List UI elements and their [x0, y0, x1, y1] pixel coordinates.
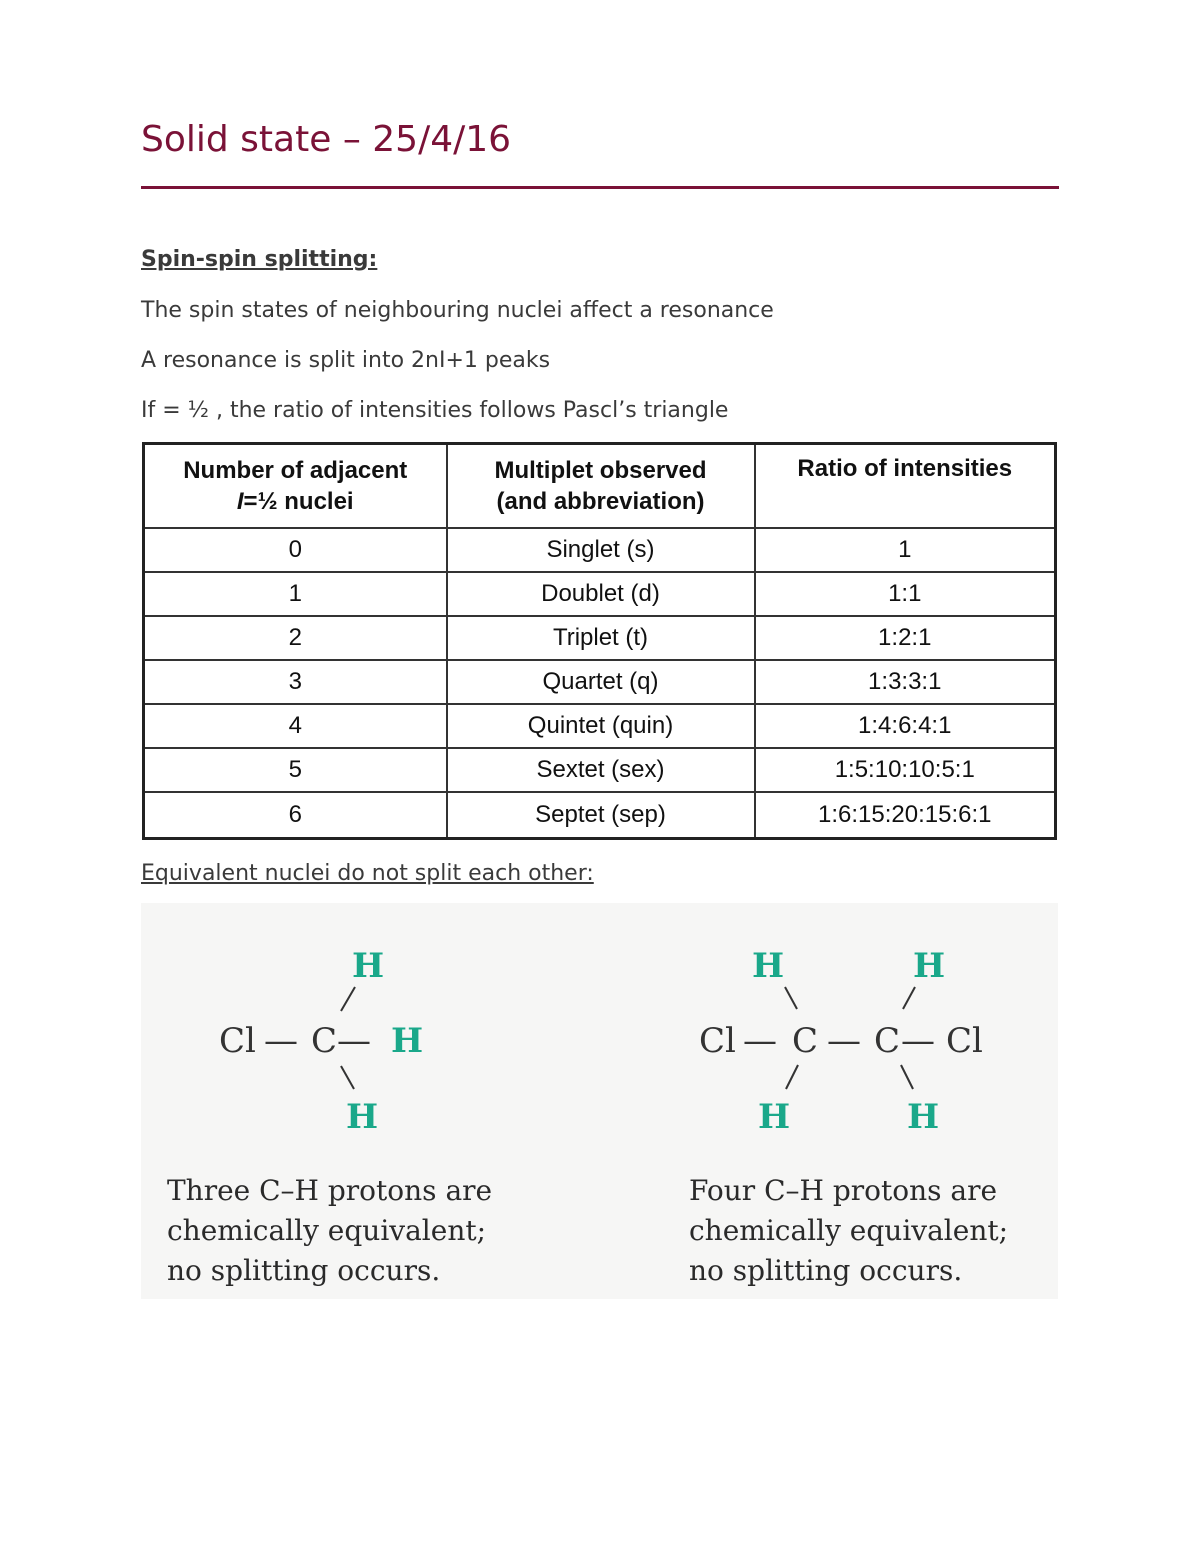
cell-adjacent-count: 5: [144, 748, 447, 792]
bond-dash: —: [743, 1021, 777, 1061]
atom-h: H: [907, 1097, 940, 1137]
paragraph: If = ½ , the ratio of intensities follows Pascl’s triangle: [141, 398, 729, 423]
atom-h: H: [391, 1021, 424, 1061]
bond-line: [786, 1065, 798, 1089]
cell-multiplet: Singlet (s): [447, 528, 755, 572]
atom-h: H: [346, 1097, 379, 1137]
caption-line: chemically equivalent;: [689, 1214, 1009, 1247]
molecule-dichloroethane: [699, 946, 983, 1137]
bond-dash: —: [901, 1021, 935, 1061]
atom-cl: Cl: [219, 1021, 256, 1061]
cell-ratio: 1:2:1: [755, 616, 1056, 660]
atom-c: C: [311, 1021, 338, 1061]
bond-dash: —: [337, 1021, 371, 1061]
cell-ratio: 1: [755, 528, 1056, 572]
bond-line: [341, 987, 355, 1011]
cell-multiplet: Triplet (t): [447, 616, 755, 660]
cell-adjacent-count: 1: [144, 572, 447, 616]
cell-ratio: 1:3:3:1: [755, 660, 1056, 704]
column-header-multiplet: [447, 444, 755, 529]
table-row: [144, 660, 1056, 704]
cell-ratio: 1:6:15:20:15:6:1: [755, 792, 1056, 839]
cell-multiplet: Quintet (quin): [447, 704, 755, 748]
cell-multiplet: Septet (sep): [447, 792, 755, 839]
caption-line: no splitting occurs.: [167, 1254, 441, 1287]
paragraph: The spin states of neighbouring nuclei affect a resonance: [141, 298, 774, 323]
table-row: [144, 704, 1056, 748]
caption-line: Three C–H protons are: [167, 1174, 493, 1207]
column-header-adjacent-nuclei: [144, 444, 447, 529]
spin-symbol: I: [236, 488, 244, 515]
caption-molecule-1: [167, 1171, 492, 1291]
cell-ratio: 1:5:10:10:5:1: [755, 748, 1056, 792]
title-divider: [141, 186, 1059, 189]
cell-ratio: 1:1: [755, 572, 1056, 616]
atom-h: H: [758, 1097, 791, 1137]
atom-c: C: [792, 1021, 819, 1061]
page-title: Solid state – 25/4/16: [141, 119, 512, 160]
bond-dash: —: [264, 1021, 298, 1061]
cell-adjacent-count: 3: [144, 660, 447, 704]
cell-multiplet: Sextet (sex): [447, 748, 755, 792]
subheading: Equivalent nuclei do not split each other:: [141, 861, 594, 886]
cell-multiplet: Quartet (q): [447, 660, 755, 704]
paragraph: A resonance is split into 2nI+1 peaks: [141, 348, 551, 373]
caption-line: Four C–H protons are: [689, 1174, 998, 1207]
atom-cl: Cl: [946, 1021, 983, 1061]
table-row: [144, 792, 1056, 839]
cell-adjacent-count: 6: [144, 792, 447, 839]
cell-adjacent-count: 0: [144, 528, 447, 572]
atom-h: H: [352, 946, 385, 986]
bond-line: [903, 987, 915, 1009]
cell-adjacent-count: 2: [144, 616, 447, 660]
caption-line: chemically equivalent;: [167, 1214, 487, 1247]
bond-dash: —: [827, 1021, 861, 1061]
cell-ratio: 1:4:6:4:1: [755, 704, 1056, 748]
header-line: Number of adjacent: [183, 456, 408, 484]
equivalent-nuclei-figure: [141, 903, 1058, 1299]
caption-molecule-2: [689, 1171, 1008, 1291]
atom-h: H: [913, 946, 946, 986]
table-row: [144, 748, 1056, 792]
header-line: Multiplet observed: [494, 456, 707, 484]
cell-multiplet: Doublet (d): [447, 572, 755, 616]
header-line: I=½ nuclei: [236, 488, 354, 515]
bond-line: [901, 1065, 913, 1089]
multiplicity-table: [142, 442, 1057, 840]
header-line: (and abbreviation): [496, 488, 705, 515]
column-header-ratio: [755, 444, 1056, 529]
table-row: [144, 528, 1056, 572]
cell-adjacent-count: 4: [144, 704, 447, 748]
bond-line: [785, 987, 797, 1009]
molecule-chloromethane: [219, 946, 423, 1137]
table-header-row: [144, 444, 1056, 529]
atom-c: C: [874, 1021, 901, 1061]
caption-line: no splitting occurs.: [689, 1254, 963, 1287]
atom-cl: Cl: [699, 1021, 736, 1061]
atom-h: H: [752, 946, 785, 986]
bond-line: [341, 1066, 354, 1089]
table-row: [144, 616, 1056, 660]
section-heading: Spin-spin splitting:: [141, 247, 378, 272]
table-row: [144, 572, 1056, 616]
header-line: Ratio of intensities: [797, 455, 1013, 482]
